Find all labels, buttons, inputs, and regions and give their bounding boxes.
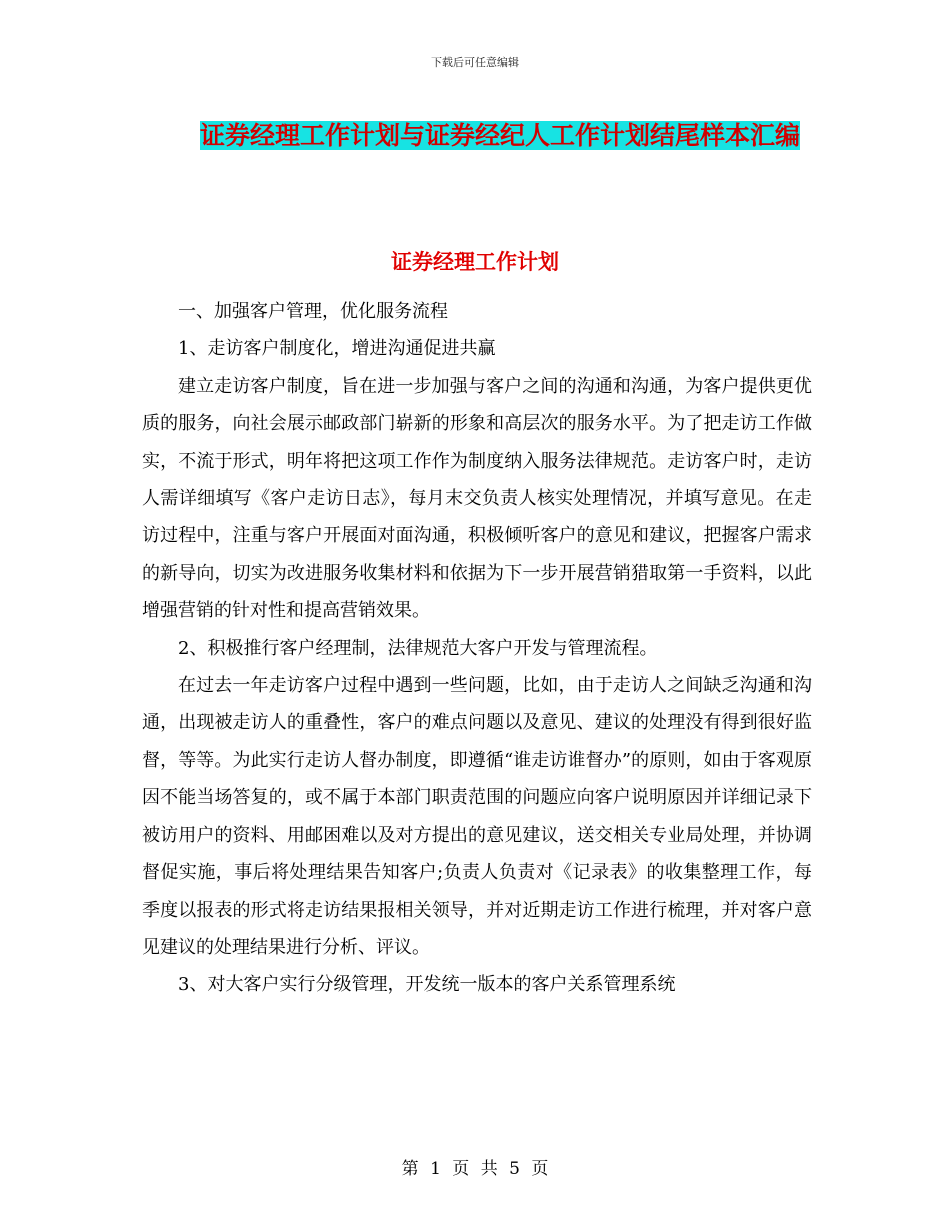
header-note: 下载后可任意编辑 xyxy=(431,56,519,69)
document-title xyxy=(120,110,880,162)
paragraph-body-2: 在过去一年走访客户过程中遇到一些问题，比如，由于走访人之间缺乏沟通和沟通，出现被走访人的重叠性，客户的难点问题以及意见、建议的处理没有得到很好监督，等等。为此实行走访人督办制度，即遵循“谁走访谁督办”的原则，如由于客观原因不能当场答复的，或不属于本部门职责范围的问题应向客户说明原因并详细记录下被访用户的资料、用邮困难以及对方提出的意见建议，送交相关专业局处理，并协调督促实施，事后将处理结果告知客户;负责人负责对《记录表》的收集整理工作，每季度以报表的形式将走访结果报相关领导，并对近期走访工作进行梳理，并对客户意见建议的处理结果进行分析、评议。 xyxy=(142,675,812,958)
paragraph-heading-1: 一、加强客户管理，优化服务流程 xyxy=(178,301,448,322)
document-title-text: 证券经理工作计划与证券经纪人工作计划结尾样本汇编 xyxy=(199,121,800,150)
section-title: 证券经理工作计划 xyxy=(391,250,559,274)
paragraph-body-1: 建立走访客户制度，旨在进一步加强与客户之间的沟通和沟通，为客户提供更优质的服务，向社会展示邮政部门崭新的形象和高层次的服务水平。为了把走访工作做实，不流于形式，明年将把这项工作作为制度纳入服务法律规范。走访客户时，走访人需详细填写《客户走访日志》，每月末交负责人核实处理情况，并填写意见。在走访过程中，注重与客户开展面对面沟通，积极倾听客户的意见和建议，把握客户需求的新导向，切实为改进服务收集材料和依据为下一步开展营销猎取第一手资料，以此增强营销的针对性和提高营销效果。 xyxy=(142,375,812,622)
paragraph-subheading-2: 2、积极推行客户经理制，法律规范大客户开发与管理流程。 xyxy=(178,637,658,659)
paragraph-subheading-1: 1、走访客户制度化，增进沟通促进共赢 xyxy=(178,338,496,360)
paragraph-subheading-3: 3、对大客户实行分级管理，开发统一版本的客户关系管理系统 xyxy=(178,974,676,996)
document-body xyxy=(142,293,812,1004)
page-number-footer: 第 1 页 共 5 页 xyxy=(401,1159,549,1179)
